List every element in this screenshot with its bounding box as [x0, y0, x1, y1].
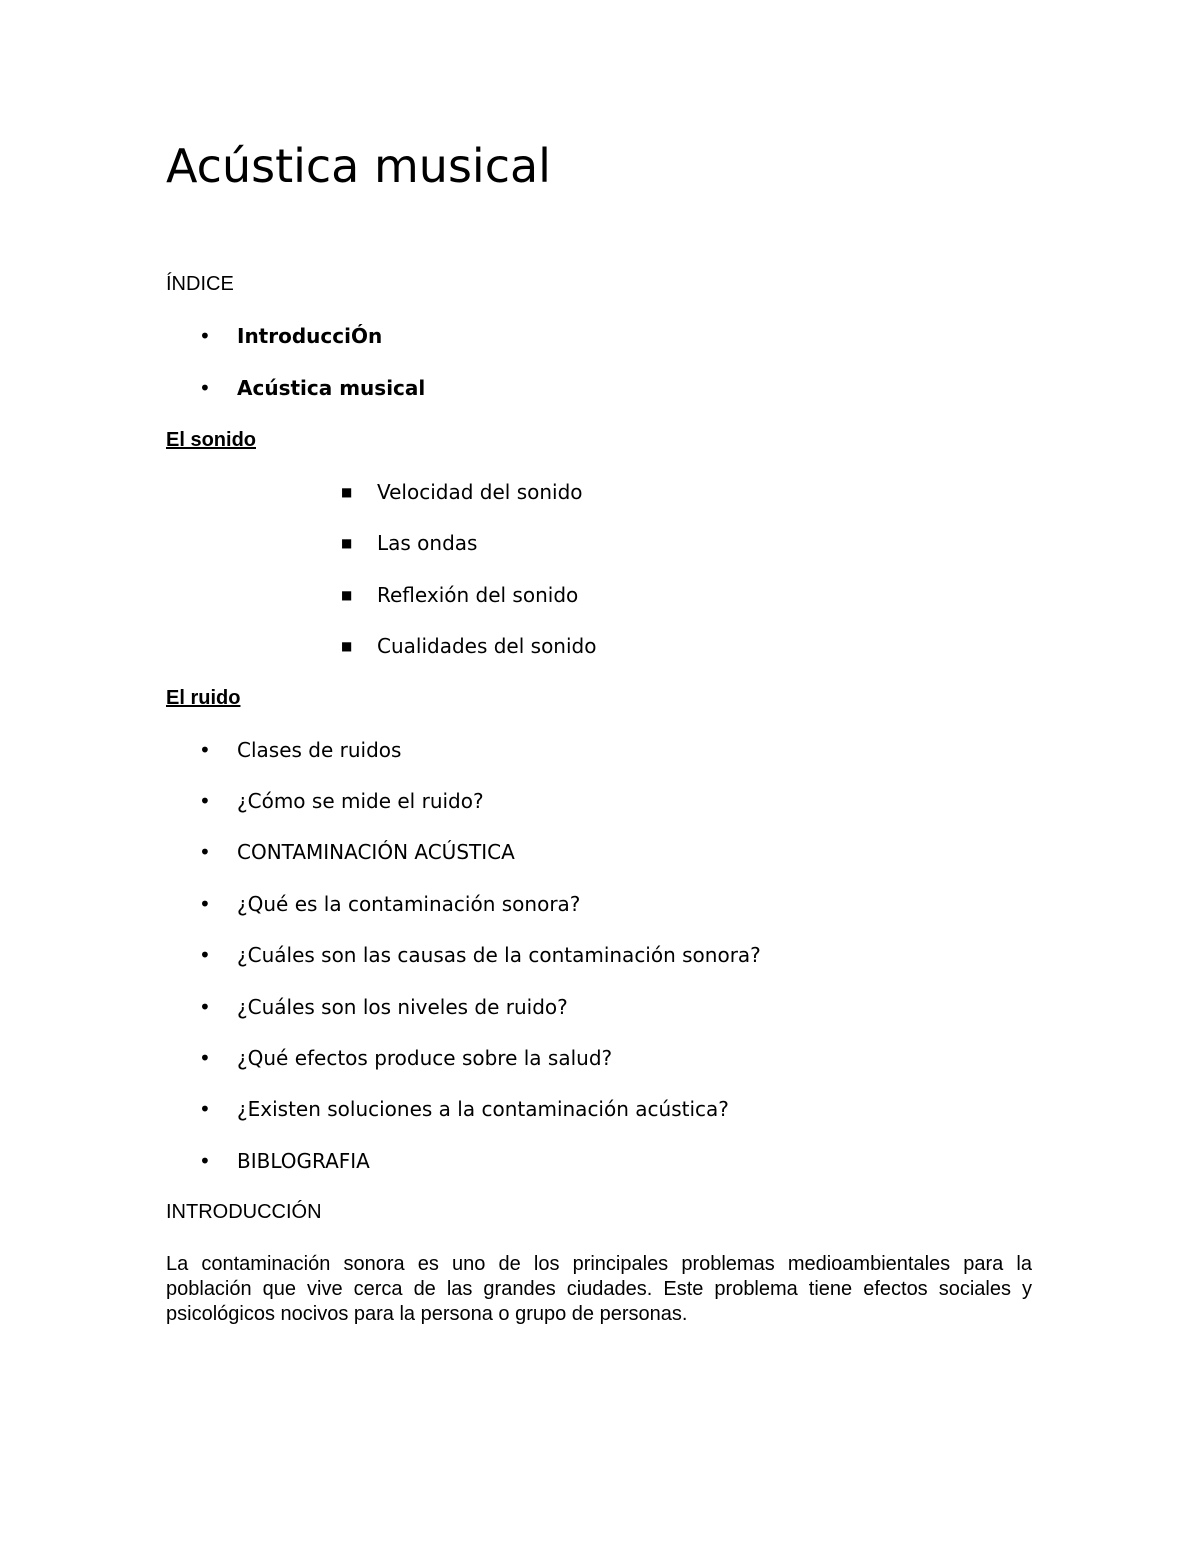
bullet-icon: •	[199, 840, 211, 864]
bullet-icon: •	[199, 324, 211, 348]
toc-item-introduccion: IntroducciÓn	[237, 324, 383, 348]
section-heading-ruido: El ruido	[166, 687, 241, 709]
intro-paragraph: La contaminación sonora es uno de los principales problemas medioambientales para la población que vive cerca de las grandes ciudades. Este problema tiene efectos sociales y psicológicos nocivos para la persona o grupo de personas.	[166, 1253, 1032, 1325]
bullet-icon: •	[199, 738, 211, 762]
toc-item: ¿Cómo se mide el ruido?	[237, 789, 484, 813]
section-heading-sonido: El sonido	[166, 429, 256, 451]
toc-item-acustica-musical: Acústica musical	[237, 376, 426, 400]
bullet-icon: •	[199, 376, 211, 400]
bullet-icon: •	[199, 1149, 211, 1173]
toc-item-contaminacion: CONTAMINACIÓN ACÚSTICA	[237, 840, 515, 864]
bullet-icon: •	[199, 995, 211, 1019]
bullet-icon: •	[199, 1097, 211, 1121]
bullet-icon: •	[199, 892, 211, 916]
toc-item: ¿Cuáles son los niveles de ruido?	[237, 995, 568, 1019]
toc-item: ¿Qué es la contaminación sonora?	[237, 892, 581, 916]
toc-item: ¿Existen soluciones a la contaminación acústica?	[237, 1097, 729, 1121]
bullet-icon: •	[199, 789, 211, 813]
index-heading: ÍNDICE	[166, 273, 234, 295]
toc-item: ¿Qué efectos produce sobre la salud?	[237, 1046, 613, 1070]
toc-item-bibliografia: BIBLOGRAFIA	[237, 1149, 370, 1173]
square-bullet-icon: ■	[341, 485, 353, 499]
toc-subitem: Velocidad del sonido	[377, 480, 583, 504]
intro-heading: INTRODUCCIÓN	[166, 1201, 322, 1223]
square-bullet-icon: ■	[341, 639, 353, 653]
toc-subitem: Cualidades del sonido	[377, 634, 597, 658]
toc-subitem: Reflexión del sonido	[377, 583, 579, 607]
toc-item: ¿Cuáles son las causas de la contaminación sonora?	[237, 943, 761, 967]
bullet-icon: •	[199, 1046, 211, 1070]
square-bullet-icon: ■	[341, 588, 353, 602]
toc-subitem: Las ondas	[377, 531, 478, 555]
square-bullet-icon: ■	[341, 536, 353, 550]
document-title: Acústica musical	[166, 139, 551, 193]
toc-item: Clases de ruidos	[237, 738, 402, 762]
bullet-icon: •	[199, 943, 211, 967]
